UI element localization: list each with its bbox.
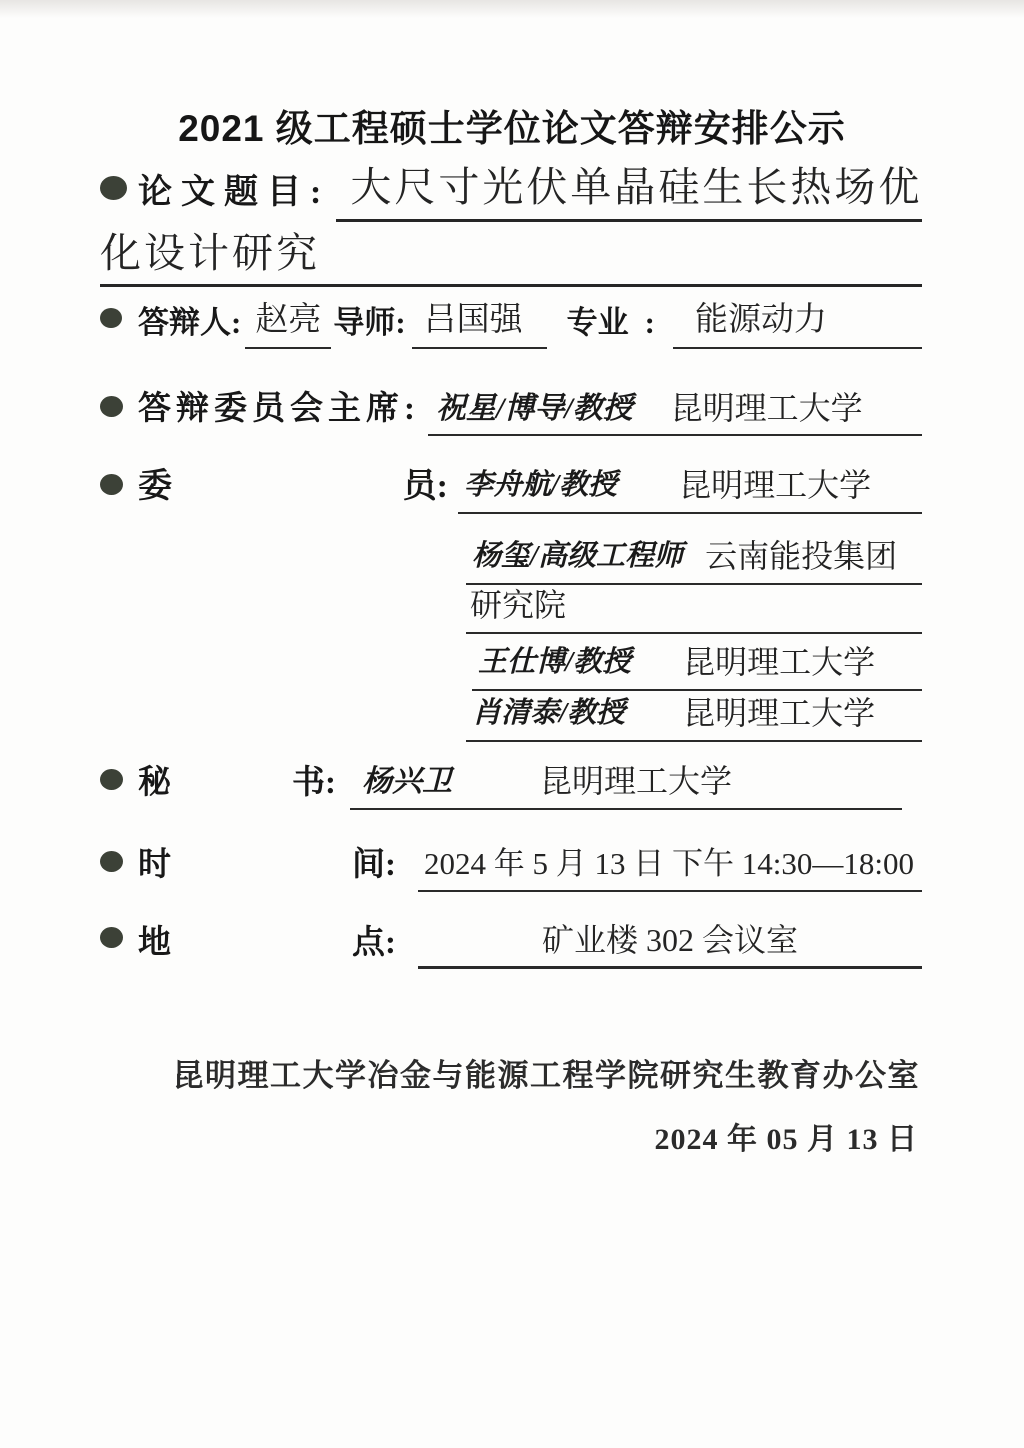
committee-member-row-2 [456, 535, 922, 585]
time-value: 2024 年 5 月 13 日 下午 14:30—18:00 [418, 842, 922, 892]
committee-member-affiliation-line2: 研究院 [470, 587, 567, 623]
place-label-left: 地 [138, 924, 171, 961]
secretary-row [100, 760, 922, 810]
defender-label: 答辩人: [138, 305, 242, 341]
committee-chair-label: 答辩委员会主席: [138, 391, 420, 427]
committee-member-entry [458, 464, 922, 514]
committee-chair-affiliation: 昆明理工大学 [670, 389, 863, 426]
secretary-entry [350, 760, 902, 810]
committee-member-entry [466, 692, 922, 742]
committee-member-affiliation-continuation-line [466, 584, 922, 634]
major-label: 专业 [566, 305, 629, 341]
page-title: 2021 级工程硕士学位论文答辩安排公示 [178, 108, 846, 149]
place-label [138, 921, 396, 970]
bullet-icon [100, 176, 127, 200]
bullet-icon [100, 308, 122, 328]
bullet-icon [100, 769, 123, 790]
committee-member-row-4 [456, 692, 922, 742]
committee-member-entry [466, 535, 922, 585]
thesis-title-label: 论文题目: [138, 174, 331, 212]
defender-row [100, 299, 922, 349]
committee-chair-row [100, 386, 922, 436]
advisor-label: 导师: [333, 305, 406, 341]
secretary-label [138, 761, 336, 810]
time-label-right: 间: [352, 847, 396, 884]
bullet-icon [100, 851, 123, 872]
major-colon: : [644, 305, 655, 341]
committee-chair-name: 祝星/博导/教授 [436, 391, 633, 425]
committee-member-label-left: 委 [138, 468, 172, 505]
committee-member-name: 王仕博/教授 [478, 646, 632, 679]
major-value: 能源动力 [673, 299, 922, 349]
issue-date: 2024 年 05 月 13 日 [654, 1123, 918, 1156]
bullet-icon [100, 474, 123, 495]
thesis-title-value-line1: 大尺寸光伏单晶硅生长热场优 [336, 160, 922, 222]
committee-member-affiliation: 昆明理工大学 [679, 467, 872, 504]
committee-member-name: 肖清泰/教授 [472, 697, 626, 730]
scan-edge-artifact [0, 0, 1024, 18]
committee-member-affiliation: 云南能投集团 [705, 538, 898, 574]
place-label-right: 点: [352, 924, 396, 961]
secretary-affiliation: 昆明理工大学 [540, 763, 733, 799]
committee-member-label [138, 464, 448, 514]
secretary-label-left: 秘 [138, 764, 171, 801]
thesis-title-row [100, 160, 922, 222]
place-value: 矿业楼 302 会议室 [418, 918, 922, 969]
committee-member-entry [472, 641, 922, 691]
committee-member-affiliation: 昆明理工大学 [683, 695, 876, 731]
time-label [138, 843, 396, 892]
advisor-name: 吕国强 [412, 299, 547, 349]
bullet-icon [100, 927, 123, 948]
committee-chair-entry [428, 387, 922, 437]
place-row [100, 918, 922, 969]
secretary-name: 杨兴卫 [362, 765, 452, 799]
defender-name: 赵亮 [245, 299, 331, 349]
time-label-left: 时 [138, 847, 171, 884]
committee-member-name: 杨玺/高级工程师 [472, 540, 684, 573]
secretary-label-right: 书: [292, 764, 336, 801]
issuing-office: 昆明理工大学冶金与能源工程学院研究生教育办公室 [172, 1058, 920, 1093]
thesis-title-continuation-row [100, 226, 922, 287]
committee-member-name: 李舟航/教授 [464, 469, 618, 502]
bullet-icon [100, 396, 123, 417]
committee-member-label-right: 员: [402, 468, 448, 505]
committee-member-affiliation: 昆明理工大学 [683, 644, 876, 680]
committee-member-row-2-continuation [456, 584, 922, 634]
time-row [100, 842, 922, 892]
thesis-title-value-line2: 化设计研究 [100, 226, 922, 287]
committee-member-row-1 [100, 464, 922, 514]
committee-member-row-3 [462, 641, 922, 691]
